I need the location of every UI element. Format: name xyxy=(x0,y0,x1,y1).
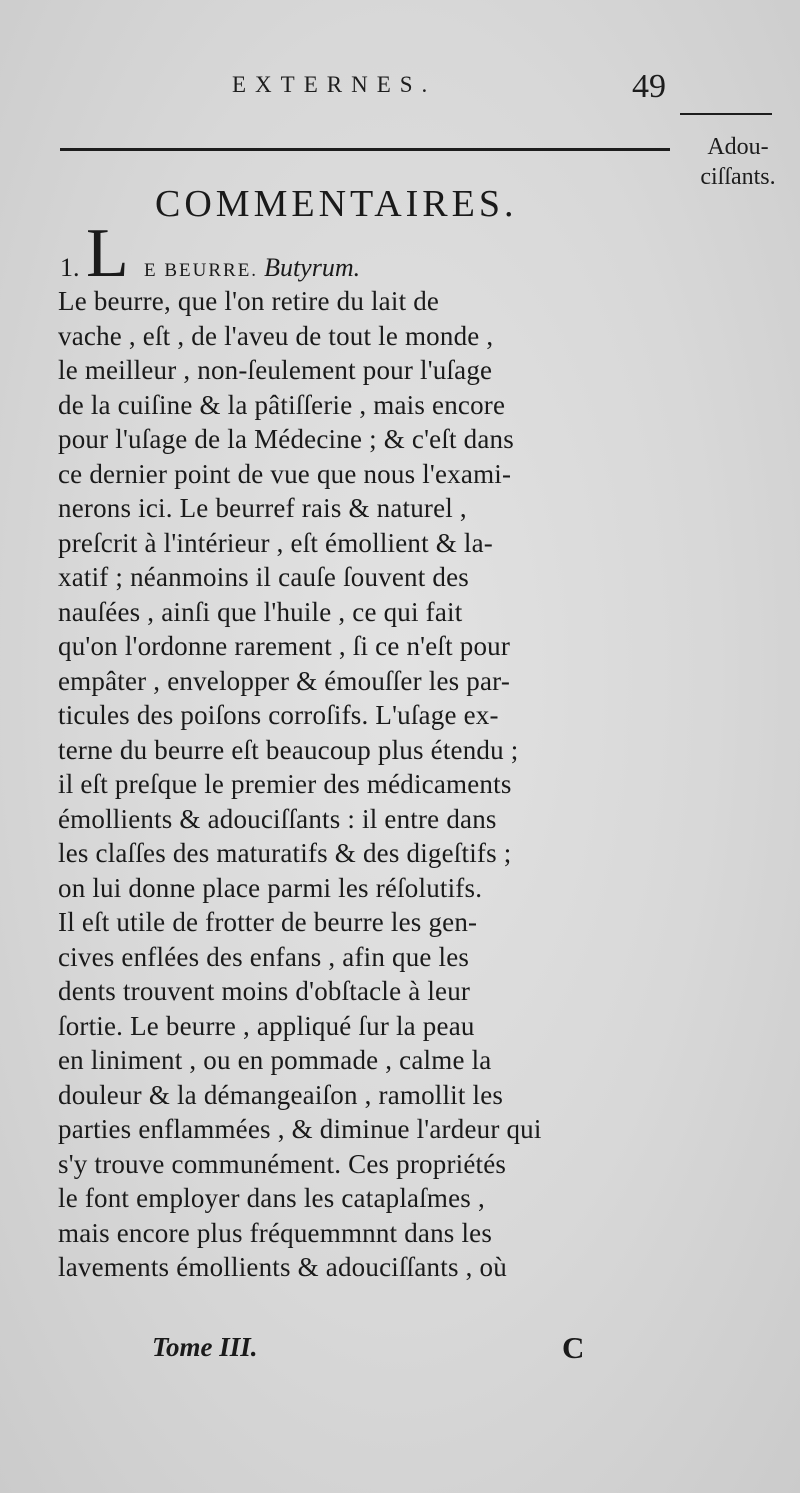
text-line: il eſt preſque le premier des médicaments xyxy=(58,769,512,799)
text-line: ce dernier point de vue que nous l'exami- xyxy=(58,458,512,489)
text-line: les claſſes des maturatifs & des digeſtifs ; xyxy=(58,838,512,868)
text-line: ſortie. Le beurre , appliqué ſur la peau xyxy=(58,1010,475,1041)
text-line: cives enflées des enfans , afin que les xyxy=(58,941,470,972)
text-line: ticules des poiſons corroſifs. L'uſage ex- xyxy=(58,700,499,730)
entry-title xyxy=(144,253,360,283)
text-line: Le beurre, que l'on retire du lait de xyxy=(58,286,440,316)
section-heading: COMMENTAIRES. xyxy=(155,183,518,225)
running-head: EXTERNES. xyxy=(232,72,437,97)
text-line: nauſées , ainſi que l'huile , ce qui fait xyxy=(58,596,463,627)
text-line: de la cuiſine & la pâtiſſerie , mais encore xyxy=(58,389,506,420)
text-line: Il eſt utile de frotter de beurre les gen- xyxy=(58,907,478,937)
text-line: en liniment , ou en pommade , calme la xyxy=(58,1045,492,1075)
text-line: nerons ici. Le beurref rais & naturel , xyxy=(58,493,467,523)
page-number: 49 xyxy=(632,68,666,105)
text-line: on lui donne place parmi les réſolutifs. xyxy=(58,872,483,903)
volume-label: Tome III. xyxy=(152,1332,258,1362)
margin-note xyxy=(676,132,800,192)
margin-note-line: Adou- xyxy=(707,134,769,160)
text-line: preſcrit à l'intérieur , eſt émollient & la- xyxy=(58,527,493,558)
text-line: parties enflammées , & diminue l'ardeur qui xyxy=(58,1114,542,1144)
entry-number: 1. xyxy=(60,253,80,282)
entry-title-caps: E BEURRE. xyxy=(144,260,259,281)
text-line: qu'on l'ordonne rarement , ſi ce n'eſt pour xyxy=(58,631,511,661)
text-line: le meilleur , non-ſeulement pour l'uſage xyxy=(58,355,493,385)
text-line: vache , eſt , de l'aveu de tout le monde , xyxy=(58,320,494,351)
text-line: dents trouvent moins d'obſtacle à leur xyxy=(58,976,471,1006)
drop-cap: L xyxy=(86,215,129,292)
text-line: s'y trouve communément. Ces propriétés xyxy=(58,1148,507,1179)
text-line: pour l'uſage de la Médecine ; & c'eſt dans xyxy=(58,424,514,454)
text-line: xatif ; néanmoins il cauſe ſouvent des xyxy=(58,562,469,592)
margin-rule xyxy=(680,113,772,115)
text-line: douleur & la démangeaiſon , ramollit les xyxy=(58,1079,504,1110)
text-line: le font employer dans les cataplaſmes , xyxy=(58,1183,485,1213)
signature-mark: C xyxy=(562,1330,585,1365)
text-line: lavements émollients & adouciſſants , où xyxy=(58,1252,507,1282)
text-line: émollients & adouciſſants : il entre dans xyxy=(58,803,497,834)
header-rule xyxy=(60,148,670,151)
margin-note-line: ciſſants. xyxy=(700,164,776,190)
text-line: empâter , envelopper & émouſſer les par- xyxy=(58,665,511,696)
text-line: terne du beurre eſt beaucoup plus étendu ; xyxy=(58,734,519,765)
page-footer xyxy=(0,1332,800,1372)
body-text xyxy=(58,284,698,1285)
entry-heading xyxy=(60,215,680,292)
entry-latin-name: Butyrum. xyxy=(264,253,361,282)
text-line: mais encore plus fréquemmnnt dans les xyxy=(58,1217,493,1248)
